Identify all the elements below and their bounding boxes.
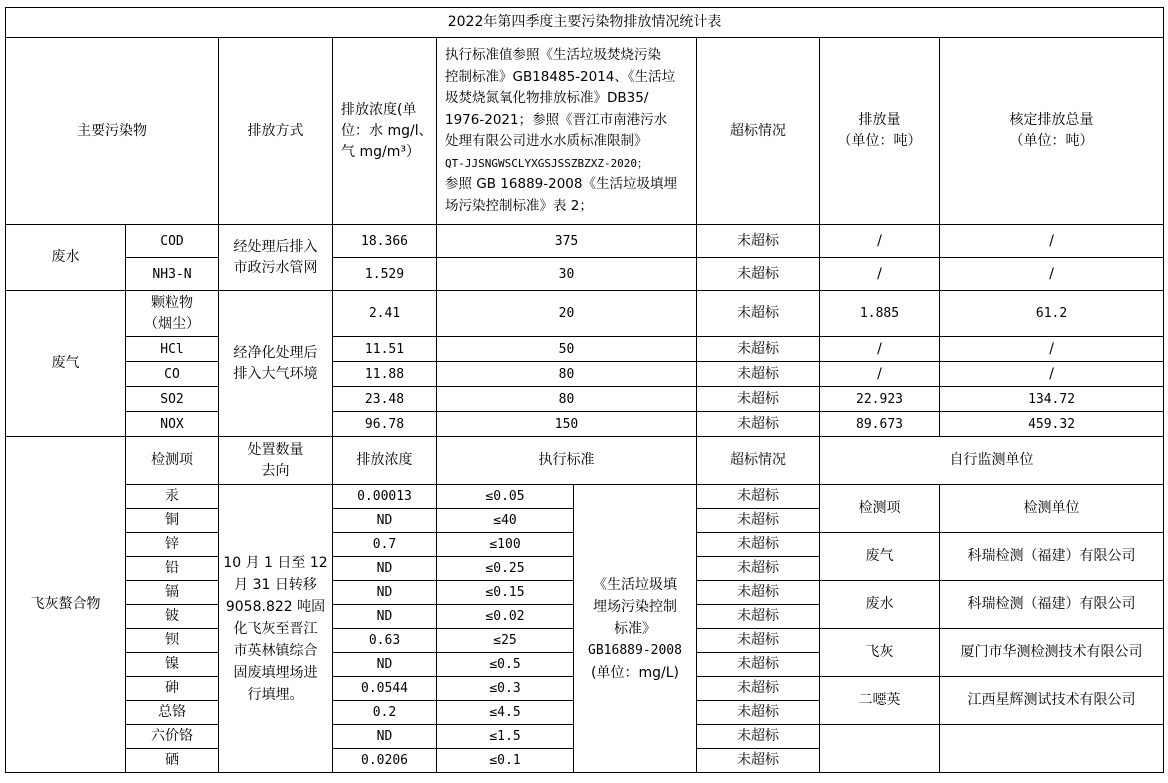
flyash-label: 飞灰螯合物 — [6, 437, 126, 773]
std-cell: 30 — [437, 258, 697, 291]
header-pollutant: 主要污染物 — [6, 38, 219, 225]
exceed-cell: 未超标 — [697, 291, 820, 337]
limit-cell: ≤100 — [437, 533, 574, 557]
exceed-cell: 未超标 — [697, 629, 820, 653]
monitor-item: 废气 — [820, 533, 940, 581]
total-cell: / — [940, 258, 1164, 291]
header-method: 排放方式 — [219, 38, 333, 225]
total-cell: 134.72 — [940, 387, 1164, 412]
monitor-item: 二噁英 — [820, 677, 940, 725]
total-cell: 459.32 — [940, 412, 1164, 437]
exceed-cell: 未超标 — [697, 749, 820, 773]
conc-cell: ND — [333, 605, 437, 629]
method-line: 排入大气环境 — [233, 365, 318, 382]
exceed-cell: 未超标 — [697, 412, 820, 437]
disposal-line: 9058.822 吨固 — [225, 598, 326, 615]
standard-line: (单位：mg/L) — [591, 664, 679, 681]
flyash-header-conc: 排放浓度 — [333, 437, 437, 485]
amount-cell: / — [820, 225, 940, 258]
exceed-cell: 未超标 — [697, 387, 820, 412]
table-row — [6, 437, 1164, 485]
item-cell: HCl — [126, 337, 219, 362]
std-cell: 80 — [437, 362, 697, 387]
exceed-cell: 未超标 — [697, 337, 820, 362]
exceed-cell: 未超标 — [697, 677, 820, 701]
item-cell: NOX — [126, 412, 219, 437]
item-cell: NH3-N — [126, 258, 219, 291]
disposal-line: 市英林镇综合 — [233, 642, 318, 659]
table-row — [6, 291, 1164, 337]
pollutant-emission-table — [5, 7, 1164, 773]
amount-cell: 22.923 — [820, 387, 940, 412]
amount-cell: 1.885 — [820, 291, 940, 337]
method-line: 市政污水管网 — [233, 259, 318, 276]
header-concentration-line: 气 mg/m³） — [341, 143, 420, 160]
conc-cell: 0.63 — [333, 629, 437, 653]
item-line: （烟尘） — [144, 315, 200, 332]
header-standard-line: QT-JJSNGWSCLYXGSJSSZBZXZ-2020； — [445, 156, 649, 170]
limit-cell: ≤40 — [437, 509, 574, 533]
header-line: 处置数量 — [247, 441, 304, 458]
header-standard — [437, 38, 697, 225]
exceed-cell: 未超标 — [697, 557, 820, 581]
conc-cell: 0.0206 — [333, 749, 437, 773]
conc-cell: ND — [333, 653, 437, 677]
table-row — [6, 258, 1164, 291]
disposal-line: 行填埋。 — [247, 686, 304, 703]
exceed-cell: 未超标 — [697, 701, 820, 725]
method-line: 经净化处理后 — [233, 344, 318, 361]
disposal-line: 化飞灰至晋江 — [233, 620, 318, 637]
exceed-cell: 未超标 — [697, 605, 820, 629]
flyash-disposal — [219, 485, 333, 773]
limit-cell: ≤0.5 — [437, 653, 574, 677]
header-standard-line: 场污染控制标准》表 2； — [445, 197, 593, 214]
conc-cell: 23.48 — [333, 387, 437, 412]
header-standard-line: 控制标准》GB18485-2014、《生活垃 — [445, 68, 676, 85]
item-cell: 锌 — [126, 533, 219, 557]
amount-cell: / — [820, 258, 940, 291]
amount-cell: / — [820, 337, 940, 362]
monitor-header-unit: 检测单位 — [940, 485, 1164, 533]
item-cell: 六价铬 — [126, 725, 219, 749]
monitor-empty-cell — [820, 725, 940, 773]
item-cell: 钡 — [126, 629, 219, 653]
standard-line: GB16889-2008 — [588, 642, 682, 658]
standard-line: 埋场污染控制 — [593, 598, 677, 615]
header-standard-line: 处理有限公司进水水质标准限制》 — [445, 133, 648, 149]
item-cell: COD — [126, 225, 219, 258]
wastewater-label: 废水 — [6, 225, 126, 291]
amount-cell: 89.673 — [820, 412, 940, 437]
flyash-header-monitor: 自行监测单位 — [820, 437, 1164, 485]
conc-cell: ND — [333, 581, 437, 605]
conc-cell: ND — [333, 725, 437, 749]
header-concentration-line: 位：水 mg/l、 — [341, 122, 433, 139]
monitor-unit: 厦门市华测检测技术有限公司 — [940, 629, 1164, 677]
std-cell: 80 — [437, 387, 697, 412]
exceed-cell: 未超标 — [697, 509, 820, 533]
flyash-standard — [574, 485, 697, 773]
monitor-unit: 科瑞检测（福建）有限公司 — [940, 581, 1164, 629]
table-row — [6, 362, 1164, 387]
standard-line: 标准》 — [614, 620, 656, 637]
item-cell: 硒 — [126, 749, 219, 773]
monitor-header-item: 检测项 — [820, 485, 940, 533]
total-cell: / — [940, 337, 1164, 362]
conc-cell: 1.529 — [333, 258, 437, 291]
header-amount-line: 排放量 — [858, 112, 901, 128]
monitor-item: 飞灰 — [820, 629, 940, 677]
limit-cell: ≤4.5 — [437, 701, 574, 725]
conc-cell: 18.366 — [333, 225, 437, 258]
monitor-item: 废水 — [820, 581, 940, 629]
total-cell: / — [940, 362, 1164, 387]
total-cell: / — [940, 225, 1164, 258]
table-row — [6, 225, 1164, 258]
exceed-cell: 未超标 — [697, 725, 820, 749]
exceed-cell: 未超标 — [697, 533, 820, 557]
header-total — [940, 38, 1164, 225]
item-cell: 总铬 — [126, 701, 219, 725]
limit-cell: ≤1.5 — [437, 725, 574, 749]
header-standard-line: 1976-2021；参照《晋江市南港污水 — [445, 111, 668, 128]
flyash-header-disposal — [219, 437, 333, 485]
flyash-header-exceed: 超标情况 — [697, 437, 820, 485]
item-cell: SO2 — [126, 387, 219, 412]
std-cell: 20 — [437, 291, 697, 337]
item-cell: 镉 — [126, 581, 219, 605]
conc-cell: 11.51 — [333, 337, 437, 362]
gas-method — [219, 291, 333, 437]
item-cell: 铍 — [126, 605, 219, 629]
monitor-empty-cell — [940, 725, 1164, 773]
disposal-line: 月 31 日转移 — [234, 576, 317, 593]
header-line: 去向 — [261, 462, 290, 479]
item-cell: 铅 — [126, 557, 219, 581]
table-row — [6, 485, 1164, 509]
header-concentration-line: 排放浓度(单 — [341, 101, 417, 118]
limit-cell: ≤0.02 — [437, 605, 574, 629]
exceed-cell: 未超标 — [697, 258, 820, 291]
conc-cell: 0.2 — [333, 701, 437, 725]
exceed-cell: 未超标 — [697, 362, 820, 387]
item-cell: 镍 — [126, 653, 219, 677]
method-line: 经处理后排入 — [233, 238, 318, 255]
std-cell: 375 — [437, 225, 697, 258]
table-row — [6, 337, 1164, 362]
conc-cell: 0.0544 — [333, 677, 437, 701]
limit-cell: ≤0.05 — [437, 485, 574, 509]
total-cell: 61.2 — [940, 291, 1164, 337]
item-cell: CO — [126, 362, 219, 387]
header-amount-line: （单位：吨） — [837, 133, 922, 149]
item-cell: 砷 — [126, 677, 219, 701]
header-amount — [820, 38, 940, 225]
conc-cell: ND — [333, 557, 437, 581]
limit-cell: ≤0.25 — [437, 557, 574, 581]
limit-cell: ≤25 — [437, 629, 574, 653]
conc-cell: ND — [333, 509, 437, 533]
limit-cell: ≤0.3 — [437, 677, 574, 701]
flyash-header-standard: 执行标准 — [437, 437, 697, 485]
item-cell: 铜 — [126, 509, 219, 533]
disposal-line: 固废填埋场进 — [233, 664, 318, 681]
amount-cell: / — [820, 362, 940, 387]
conc-cell: 0.7 — [333, 533, 437, 557]
limit-cell: ≤0.1 — [437, 749, 574, 773]
table-row — [6, 387, 1164, 412]
header-standard-line: 圾焚烧氮氧化物排放标准》DB35/ — [445, 90, 649, 106]
header-exceed: 超标情况 — [697, 38, 820, 225]
disposal-line: 10 月 1 日至 12 — [223, 554, 328, 571]
table-title: 2022年第四季度主要污染物排放情况统计表 — [6, 8, 1164, 38]
flyash-header-item: 检测项 — [126, 437, 219, 485]
item-cell: 汞 — [126, 485, 219, 509]
std-cell: 50 — [437, 337, 697, 362]
item-line: 颗粒物 — [151, 294, 193, 311]
exceed-cell: 未超标 — [697, 225, 820, 258]
limit-cell: ≤0.15 — [437, 581, 574, 605]
header-concentration — [333, 38, 437, 225]
wastewater-method — [219, 225, 333, 291]
conc-cell: 96.78 — [333, 412, 437, 437]
conc-cell: 11.88 — [333, 362, 437, 387]
std-cell: 150 — [437, 412, 697, 437]
item-cell — [126, 291, 219, 337]
header-total-line: 核定排放总量 — [1009, 112, 1094, 128]
exceed-cell: 未超标 — [697, 485, 820, 509]
gas-label: 废气 — [6, 291, 126, 437]
header-standard-line: 执行标准值参照《生活垃圾焚烧污染 — [445, 47, 661, 63]
header-standard-line: 参照 GB 16889-2008《生活垃圾填埋 — [445, 176, 677, 192]
conc-cell: 2.41 — [333, 291, 437, 337]
conc-cell: 0.00013 — [333, 485, 437, 509]
exceed-cell: 未超标 — [697, 581, 820, 605]
standard-line: 《生活垃圾填 — [593, 576, 677, 593]
exceed-cell: 未超标 — [697, 653, 820, 677]
header-total-line: （单位：吨） — [1009, 133, 1094, 149]
monitor-unit: 江西星辉测试技术有限公司 — [940, 677, 1164, 725]
monitor-unit: 科瑞检测（福建）有限公司 — [940, 533, 1164, 581]
table-row — [6, 412, 1164, 437]
